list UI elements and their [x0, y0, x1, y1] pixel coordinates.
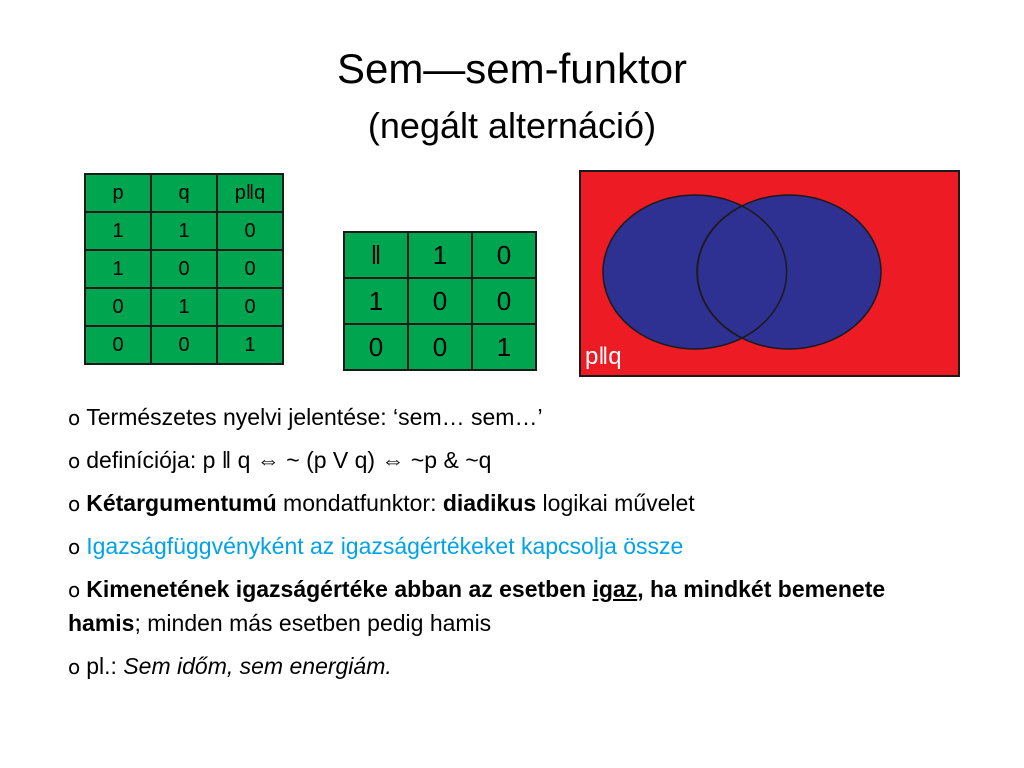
bullet-marker: o — [68, 492, 81, 517]
bullet-output-rule — [68, 572, 948, 640]
table-row — [344, 278, 536, 324]
table-header-cell: p — [85, 174, 151, 212]
table-cell: ‖ — [344, 232, 408, 278]
table-cell: 0 — [217, 212, 283, 250]
bullet-example — [68, 649, 948, 683]
table-cell: 1 — [408, 232, 472, 278]
venn-label: p‖q — [585, 343, 622, 370]
table-cell: 0 — [472, 278, 536, 324]
table-row — [344, 232, 536, 278]
table-header-cell: q — [151, 174, 217, 212]
page-title: Sem—sem-funktor — [336, 45, 688, 92]
table-row — [85, 326, 283, 364]
bullet-argument-count — [68, 486, 948, 520]
bullet-text: Természetes nyelvi jelentése: ‘sem… sem…’ — [86, 404, 543, 430]
bullet-marker: o — [68, 578, 81, 603]
bullet-natural-meaning — [68, 400, 948, 434]
table-row — [344, 324, 536, 370]
table-cell: 1 — [85, 250, 151, 288]
table-cell: 0 — [472, 232, 536, 278]
bullet-marker: o — [68, 406, 81, 430]
bullet-marker: o — [68, 449, 81, 474]
bullet-definition — [68, 443, 948, 477]
bullet-text: pl.: — [86, 653, 124, 680]
bullet-bold-text: Kimenetének igazságértéke abban az esetben — [86, 576, 593, 603]
bullet-marker: o — [68, 655, 81, 680]
table-header-cell: p‖q — [217, 174, 283, 212]
table-cell: 0 — [408, 324, 472, 370]
table-row — [85, 212, 283, 250]
table-cell: 0 — [408, 278, 472, 324]
table-cell: 1 — [151, 288, 217, 326]
bullet-marker: o — [68, 535, 81, 560]
table-cell: 0 — [85, 288, 151, 326]
table-cell: 0 — [85, 326, 151, 364]
bullet-bold-text: diadikus — [442, 490, 537, 517]
table-row — [85, 288, 283, 326]
table-cell: 1 — [151, 212, 217, 250]
bullet-text: logikai művelet — [536, 490, 695, 517]
table-header-row — [85, 174, 283, 212]
table-cell: 0 — [151, 326, 217, 364]
table-cell: 1 — [217, 326, 283, 364]
page-subtitle: (negált alternáció) — [367, 105, 657, 146]
table-cell: 0 — [344, 324, 408, 370]
bullet-bold-text: Kétargumentumú — [86, 490, 277, 517]
bullet-highlight-text: Igazságfüggvényként az igazságértékeket kapcsolja össze — [86, 533, 684, 560]
truth-table — [84, 173, 284, 365]
table-cell: 0 — [151, 250, 217, 288]
bullet-italic-text: Sem időm, sem energiám. — [123, 653, 392, 680]
table-cell: 0 — [217, 288, 283, 326]
bullet-truth-function — [68, 529, 948, 563]
bullet-bold-text: , ha mindkét bemenete hamis — [68, 576, 886, 637]
table-cell: 0 — [217, 250, 283, 288]
bullet-underlined-text: igaz — [592, 576, 638, 603]
operator-table — [343, 231, 537, 371]
bullet-text: ; minden más esetben pedig hamis — [134, 610, 492, 637]
bullet-text: definíciója: p ‖ q ⇔ ~ (p V q) ⇔ ~p & ~q — [86, 447, 492, 474]
bullet-list — [68, 400, 948, 692]
table-cell: 1 — [344, 278, 408, 324]
table-row — [85, 250, 283, 288]
table-cell: 1 — [85, 212, 151, 250]
venn-diagram — [579, 170, 960, 377]
bullet-text: mondatfunktor: — [276, 490, 443, 517]
table-cell: 1 — [472, 324, 536, 370]
